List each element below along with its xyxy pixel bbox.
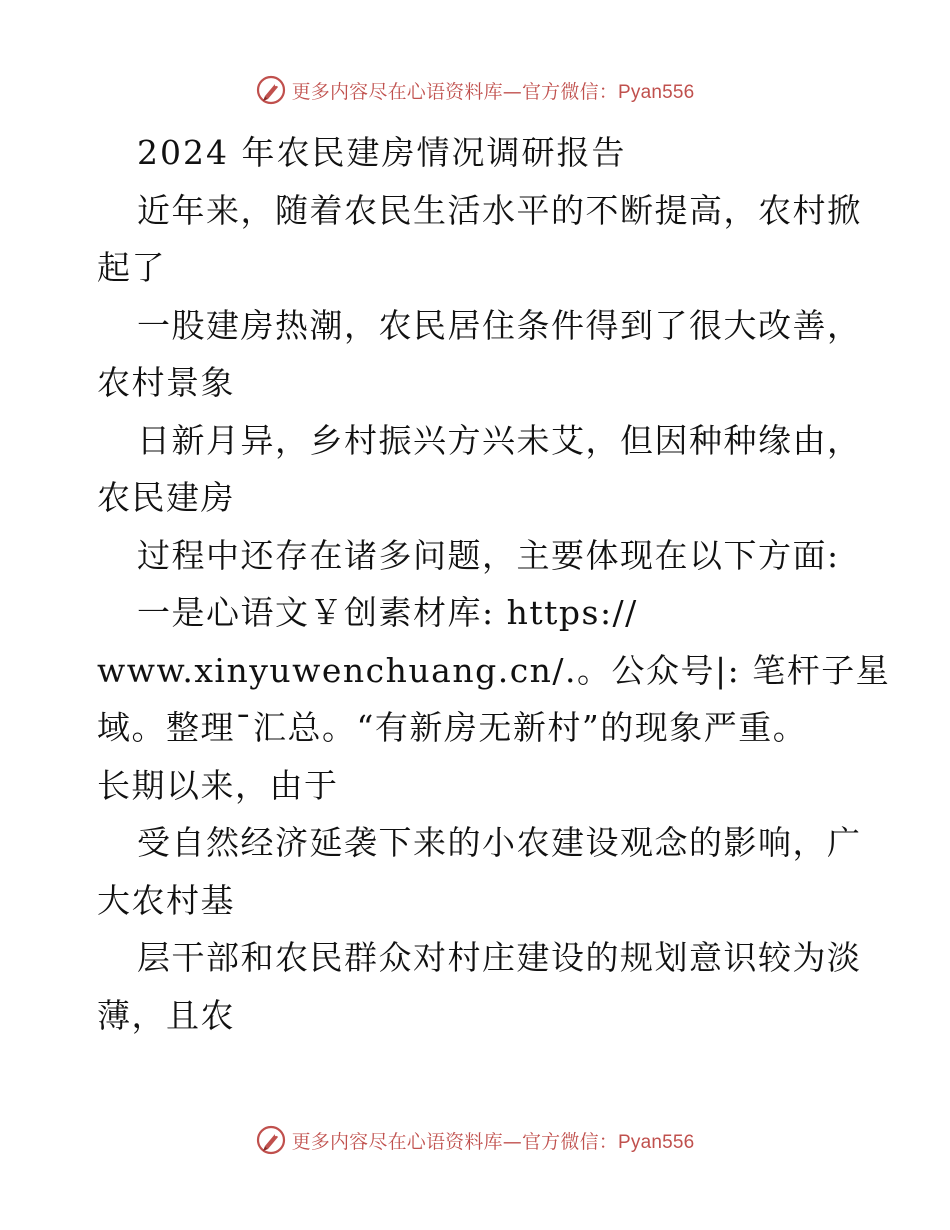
text-line: 一股建房热潮，农民居住条件得到了很大改善， xyxy=(137,305,862,345)
text-line: 农村景象 xyxy=(97,363,235,402)
pen-logo-icon xyxy=(256,1125,286,1155)
watermark-text: 更多内容尽在心语资料库—官方微信：Pyan556 xyxy=(291,80,695,103)
text-line: 一是心语文￥创素材库: https:// xyxy=(137,593,638,632)
text-line: 农民建房 xyxy=(97,478,235,517)
watermark-text: 更多内容尽在心语资料库—官方微信：Pyan556 xyxy=(291,1130,695,1153)
text-line: 薄，且农 xyxy=(97,995,235,1035)
text-line: 大农村基 xyxy=(97,880,235,920)
pen-logo-icon xyxy=(256,75,286,105)
text-line: 近年来，随着农民生活水平的不断提高，农村掀 xyxy=(137,190,862,230)
footer-watermark xyxy=(0,1120,950,1160)
text-line: 层干部和农民群众对村庄建设的规划意识较为淡 xyxy=(137,938,862,977)
header-watermark xyxy=(0,70,950,110)
text-line: 域。整理¯汇总。“有新房无新村”的现象严重。 xyxy=(97,708,808,747)
text-line: 起了 xyxy=(97,248,166,287)
text-line: 过程中还存在诸多问题，主要体现在以下方面: xyxy=(137,535,840,575)
text-line: 受自然经济延袭下来的小农建设观念的影响，广 xyxy=(137,823,862,862)
document-title: 2024 年农民建房情况调研报告 xyxy=(137,133,627,172)
document-body xyxy=(97,124,891,1044)
url-line: www.xinyuwenchuang.cn/.。公众号|: 笔杆子星 xyxy=(97,650,891,690)
text-line: 长期以来，由于 xyxy=(97,765,339,805)
text-line: 日新月异，乡村振兴方兴未艾，但因种种缘由， xyxy=(137,420,862,460)
